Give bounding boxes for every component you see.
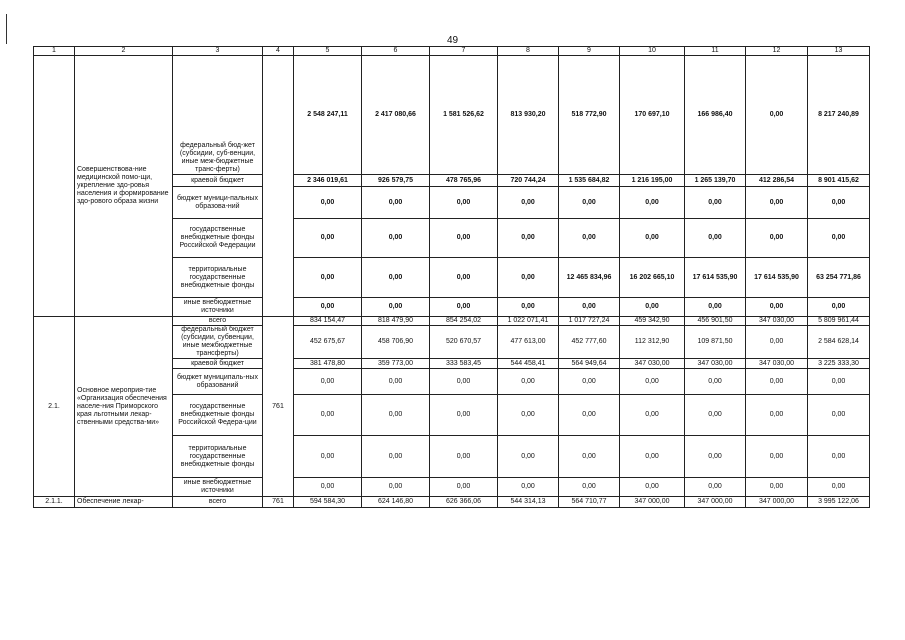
value-cell: 520 670,57 [430, 326, 498, 359]
value-cell: 0,00 [498, 436, 559, 478]
index-cell [34, 56, 75, 317]
value-cell: 0,00 [362, 395, 430, 436]
value-cell: 854 254,02 [430, 317, 498, 326]
funding-source-cell: федеральный бюджет (субсидии, субвенции, иные межбюджетные трансферты) [173, 326, 263, 359]
value-cell: 0,00 [746, 219, 808, 258]
value-cell: 0,00 [498, 258, 559, 298]
value-cell: 0,00 [498, 369, 559, 395]
value-cell: 0,00 [294, 478, 362, 497]
value-cell: 347 030,00 [746, 359, 808, 369]
value-cell: 166 986,40 [685, 56, 746, 175]
value-cell: 720 744,24 [498, 175, 559, 187]
value-cell: 813 930,20 [498, 56, 559, 175]
column-number-row [34, 47, 870, 56]
value-cell: 347 000,00 [685, 497, 746, 508]
index-cell: 2.1. [34, 317, 75, 497]
value-cell: 0,00 [746, 478, 808, 497]
column-number-cell: 5 [294, 47, 362, 56]
value-cell: 0,00 [498, 298, 559, 317]
value-cell: 0,00 [808, 298, 870, 317]
column-number-cell: 7 [430, 47, 498, 56]
value-cell: 1 017 727,24 [559, 317, 620, 326]
measure-name-cell: Основное мероприя-тие «Организация обеспечения населе-ния Приморского края льготными лекар-ственными средства-ми» [75, 317, 173, 497]
column-number-cell: 2 [75, 47, 173, 56]
value-cell: 452 777,60 [559, 326, 620, 359]
value-cell: 0,00 [620, 395, 685, 436]
value-cell: 624 146,80 [362, 497, 430, 508]
value-cell: 0,00 [294, 436, 362, 478]
funding-source-cell: бюджет муници-пальных образова-ний [173, 187, 263, 219]
column-number-cell: 3 [173, 47, 263, 56]
value-cell: 926 579,75 [362, 175, 430, 187]
value-cell: 17 614 535,90 [685, 258, 746, 298]
column-number-cell: 4 [263, 47, 294, 56]
value-cell: 0,00 [559, 369, 620, 395]
value-cell: 0,00 [808, 187, 870, 219]
value-cell: 0,00 [559, 298, 620, 317]
value-cell: 0,00 [430, 187, 498, 219]
value-cell: 1 216 195,00 [620, 175, 685, 187]
code-cell: 761 [263, 497, 294, 508]
value-cell: 0,00 [362, 436, 430, 478]
value-cell: 0,00 [430, 298, 498, 317]
value-cell: 0,00 [559, 395, 620, 436]
value-cell: 347 000,00 [620, 497, 685, 508]
funding-source-cell: краевой бюджет [173, 359, 263, 369]
value-cell: 456 901,50 [685, 317, 746, 326]
value-cell: 0,00 [685, 395, 746, 436]
code-cell [263, 56, 294, 317]
funding-source-cell: бюджет муниципаль-ных образований [173, 369, 263, 395]
value-cell: 0,00 [294, 219, 362, 258]
table-row [34, 317, 870, 326]
value-cell: 0,00 [685, 298, 746, 317]
value-cell: 0,00 [746, 395, 808, 436]
funding-source-cell: государственные внебюджетные фонды Российской Федера-ции [173, 395, 263, 436]
value-cell: 0,00 [362, 478, 430, 497]
value-cell: 0,00 [620, 298, 685, 317]
value-cell: 0,00 [808, 395, 870, 436]
value-cell: 109 871,50 [685, 326, 746, 359]
code-cell: 761 [263, 317, 294, 497]
funding-source-cell: федеральный бюд-жет (субсидии, суб-венции, иные меж-бюджетные транс-ферты) [173, 56, 263, 175]
value-cell: 0,00 [430, 395, 498, 436]
value-cell: 0,00 [808, 369, 870, 395]
value-cell: 0,00 [294, 369, 362, 395]
funding-source-cell: территориальные государственные внебюджетные фонды [173, 436, 263, 478]
index-cell: 2.1.1. [34, 497, 75, 508]
value-cell: 8 217 240,89 [808, 56, 870, 175]
value-cell: 478 765,96 [430, 175, 498, 187]
value-cell: 0,00 [498, 478, 559, 497]
value-cell: 1 022 071,41 [498, 317, 559, 326]
value-cell: 0,00 [808, 219, 870, 258]
value-cell: 544 314,13 [498, 497, 559, 508]
value-cell: 0,00 [746, 56, 808, 175]
value-cell: 0,00 [559, 219, 620, 258]
value-cell: 818 479,90 [362, 317, 430, 326]
value-cell: 359 773,00 [362, 359, 430, 369]
funding-source-cell: всего [173, 497, 263, 508]
value-cell: 0,00 [620, 436, 685, 478]
value-cell: 0,00 [685, 478, 746, 497]
value-cell: 0,00 [498, 187, 559, 219]
value-cell: 63 254 771,86 [808, 258, 870, 298]
value-cell: 347 030,00 [746, 317, 808, 326]
value-cell: 564 710,77 [559, 497, 620, 508]
value-cell: 0,00 [294, 258, 362, 298]
value-cell: 0,00 [620, 369, 685, 395]
value-cell: 594 584,30 [294, 497, 362, 508]
value-cell: 0,00 [808, 478, 870, 497]
value-cell: 0,00 [746, 326, 808, 359]
value-cell: 459 342,90 [620, 317, 685, 326]
value-cell: 544 458,41 [498, 359, 559, 369]
value-cell: 16 202 665,10 [620, 258, 685, 298]
table-row [34, 497, 870, 508]
value-cell: 2 548 247,11 [294, 56, 362, 175]
value-cell: 333 583,45 [430, 359, 498, 369]
value-cell: 0,00 [685, 369, 746, 395]
funding-source-cell: территориальные государственные внебюджетные фонды [173, 258, 263, 298]
value-cell: 0,00 [808, 436, 870, 478]
budget-table [33, 46, 870, 508]
value-cell: 8 901 415,62 [808, 175, 870, 187]
column-number-cell: 11 [685, 47, 746, 56]
page-number: 49 [446, 35, 459, 46]
value-cell: 0,00 [559, 478, 620, 497]
table-row [34, 56, 870, 175]
value-cell: 17 614 535,90 [746, 258, 808, 298]
value-cell: 626 366,06 [430, 497, 498, 508]
value-cell: 347 030,00 [685, 359, 746, 369]
value-cell: 0,00 [746, 436, 808, 478]
funding-source-cell: иные внебюджетные источники [173, 478, 263, 497]
value-cell: 1 581 526,62 [430, 56, 498, 175]
value-cell: 0,00 [685, 436, 746, 478]
value-cell: 0,00 [746, 187, 808, 219]
value-cell: 458 706,90 [362, 326, 430, 359]
value-cell: 412 286,54 [746, 175, 808, 187]
value-cell: 0,00 [362, 258, 430, 298]
value-cell: 477 613,00 [498, 326, 559, 359]
value-cell: 347 030,00 [620, 359, 685, 369]
value-cell: 0,00 [430, 258, 498, 298]
value-cell: 0,00 [362, 219, 430, 258]
measure-name-cell: Обеспечение лекар- [75, 497, 173, 508]
value-cell: 0,00 [498, 395, 559, 436]
measure-name-cell: Совершенствова-ние медицинской помо-щи, укрепление здо-ровья населения и формирование здо-рового образа жизни [75, 56, 173, 317]
value-cell: 564 949,64 [559, 359, 620, 369]
value-cell: 0,00 [362, 369, 430, 395]
value-cell: 0,00 [685, 187, 746, 219]
column-number-cell: 1 [34, 47, 75, 56]
value-cell: 0,00 [294, 298, 362, 317]
value-cell: 0,00 [620, 187, 685, 219]
value-cell: 0,00 [620, 219, 685, 258]
value-cell: 0,00 [430, 219, 498, 258]
value-cell: 1 535 684,82 [559, 175, 620, 187]
value-cell: 381 478,80 [294, 359, 362, 369]
value-cell: 170 697,10 [620, 56, 685, 175]
value-cell: 0,00 [746, 298, 808, 317]
value-cell: 5 809 961,44 [808, 317, 870, 326]
value-cell: 2 346 019,61 [294, 175, 362, 187]
column-number-cell: 9 [559, 47, 620, 56]
value-cell: 518 772,90 [559, 56, 620, 175]
value-cell: 112 312,90 [620, 326, 685, 359]
value-cell: 0,00 [430, 369, 498, 395]
value-cell: 347 000,00 [746, 497, 808, 508]
column-number-cell: 13 [808, 47, 870, 56]
funding-source-cell: иные внебюджетные источники [173, 298, 263, 317]
value-cell: 3 225 333,30 [808, 359, 870, 369]
value-cell: 2 417 080,66 [362, 56, 430, 175]
funding-source-cell: краевой бюджет [173, 175, 263, 187]
value-cell: 0,00 [559, 187, 620, 219]
value-cell: 0,00 [620, 478, 685, 497]
value-cell: 452 675,67 [294, 326, 362, 359]
value-cell: 2 584 628,14 [808, 326, 870, 359]
value-cell: 0,00 [430, 436, 498, 478]
value-cell: 0,00 [294, 187, 362, 219]
value-cell: 0,00 [498, 219, 559, 258]
value-cell: 0,00 [362, 187, 430, 219]
value-cell: 0,00 [430, 478, 498, 497]
column-number-cell: 8 [498, 47, 559, 56]
value-cell: 834 154,47 [294, 317, 362, 326]
column-number-cell: 6 [362, 47, 430, 56]
column-number-cell: 10 [620, 47, 685, 56]
value-cell: 0,00 [294, 395, 362, 436]
value-cell: 0,00 [559, 436, 620, 478]
value-cell: 1 265 139,70 [685, 175, 746, 187]
value-cell: 12 465 834,96 [559, 258, 620, 298]
value-cell: 0,00 [746, 369, 808, 395]
value-cell: 3 995 122,06 [808, 497, 870, 508]
funding-source-cell: всего [173, 317, 263, 326]
funding-source-cell: государственные внебюджетные фонды Российской Федерации [173, 219, 263, 258]
value-cell: 0,00 [362, 298, 430, 317]
column-number-cell: 12 [746, 47, 808, 56]
value-cell: 0,00 [685, 219, 746, 258]
